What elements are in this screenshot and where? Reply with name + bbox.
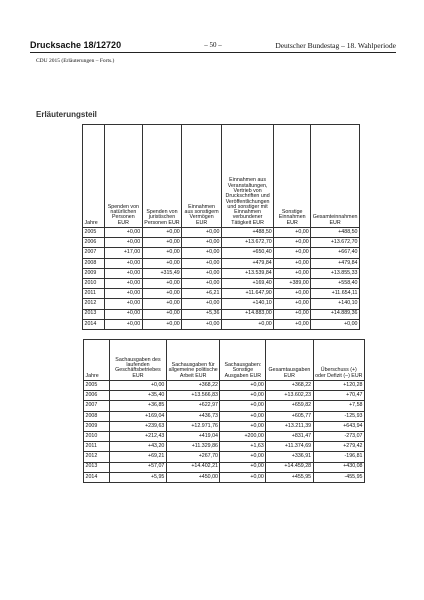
- amount-cell: +0,00: [311, 319, 360, 329]
- amount-cell: +267,70: [166, 452, 220, 462]
- expense-table: [83, 339, 365, 483]
- amount-cell: +488,50: [311, 228, 360, 238]
- year-cell: 2008: [83, 258, 105, 268]
- table-row: [83, 268, 360, 278]
- amount-cell: +0,00: [182, 299, 222, 309]
- amount-cell: +0,00: [182, 278, 222, 288]
- amount-cell: +0,00: [142, 258, 182, 268]
- amount-cell: +0,00: [105, 289, 143, 299]
- amount-cell: +43,20: [110, 442, 167, 452]
- amount-cell: +0,00: [105, 228, 143, 238]
- year-cell: 2012: [83, 299, 105, 309]
- year-cell: 2014: [83, 319, 105, 329]
- amount-cell: +0,00: [105, 268, 143, 278]
- amount-cell: +667,40: [311, 248, 360, 258]
- table-row: [84, 381, 365, 391]
- amount-cell: +0,00: [220, 452, 266, 462]
- amount-cell: +0,00: [274, 238, 311, 248]
- amount-cell: +70,47: [313, 391, 364, 401]
- table-row: [83, 289, 360, 299]
- amount-cell: +0,00: [221, 319, 273, 329]
- amount-cell: +140,10: [311, 299, 360, 309]
- amount-cell: +622,97: [166, 401, 220, 411]
- amount-cell: -125,93: [313, 411, 364, 421]
- table-row: [84, 411, 365, 421]
- amount-cell: +479,84: [221, 258, 273, 268]
- year-cell: 2010: [84, 431, 110, 441]
- table-row: [83, 278, 360, 288]
- amount-cell: +13.539,84: [221, 268, 273, 278]
- amount-cell: +0,00: [142, 228, 182, 238]
- amount-cell: +0,00: [220, 391, 266, 401]
- amount-cell: +0,00: [142, 289, 182, 299]
- amount-cell: +436,73: [166, 411, 220, 421]
- amount-cell: +0,00: [182, 228, 222, 238]
- column-header: Einnahmen aus sonstigem Vermögen EUR: [182, 125, 222, 228]
- amount-cell: +419,04: [166, 431, 220, 441]
- amount-cell: +0,00: [274, 258, 311, 268]
- year-cell: 2014: [84, 472, 110, 482]
- amount-cell: +140,10: [221, 299, 273, 309]
- amount-cell: +0,00: [220, 401, 266, 411]
- year-cell: 2012: [84, 452, 110, 462]
- page-header: [30, 40, 396, 53]
- table-row: [84, 401, 365, 411]
- amount-cell: +368,22: [166, 381, 220, 391]
- amount-cell: +0,00: [142, 309, 182, 319]
- year-cell: 2007: [83, 248, 105, 258]
- amount-cell: +11.647,90: [221, 289, 273, 299]
- table-row: [84, 391, 365, 401]
- amount-cell: +169,04: [110, 411, 167, 421]
- year-cell: 2009: [84, 421, 110, 431]
- year-cell: 2006: [83, 238, 105, 248]
- amount-cell: +0,00: [182, 268, 222, 278]
- year-cell: 2008: [84, 411, 110, 421]
- amount-cell: +14.883,00: [221, 309, 273, 319]
- amount-cell: +14.459,28: [266, 462, 313, 472]
- amount-cell: +1,63: [220, 442, 266, 452]
- amount-cell: +336,91: [266, 452, 313, 462]
- year-cell: 2011: [84, 442, 110, 452]
- amount-cell: +0,00: [220, 421, 266, 431]
- year-cell: 2007: [84, 401, 110, 411]
- amount-cell: +13.672,70: [311, 238, 360, 248]
- table-row: [83, 299, 360, 309]
- amount-cell: +315,49: [142, 268, 182, 278]
- amount-cell: +0,00: [182, 319, 222, 329]
- column-header: Jahre: [83, 125, 105, 228]
- table-row: [84, 462, 365, 472]
- amount-cell: +0,00: [105, 299, 143, 309]
- amount-cell: +5,36: [182, 309, 222, 319]
- amount-cell: +36,85: [110, 401, 167, 411]
- column-header: Sonstige Einnahmen EUR: [274, 125, 311, 228]
- amount-cell: +0,00: [142, 278, 182, 288]
- amount-cell: +11.329,86: [166, 442, 220, 452]
- amount-cell: +279,42: [313, 442, 364, 452]
- year-cell: 2005: [84, 381, 110, 391]
- amount-cell: +14.402,21: [166, 462, 220, 472]
- table-row: [84, 452, 365, 462]
- amount-cell: +558,40: [311, 278, 360, 288]
- amount-cell: +5,95: [110, 472, 167, 482]
- table-row: [83, 309, 360, 319]
- amount-cell: +7,58: [313, 401, 364, 411]
- amount-cell: +0,00: [142, 238, 182, 248]
- column-header: Gesamteinnahmen EUR: [311, 125, 360, 228]
- amount-cell: +643,94: [313, 421, 364, 431]
- year-cell: 2013: [84, 462, 110, 472]
- amount-cell: +0,00: [182, 248, 222, 258]
- amount-cell: +12.971,76: [166, 421, 220, 431]
- table-row: [84, 472, 365, 482]
- section-title: Erläuterungsteil: [36, 110, 97, 119]
- table-row: [84, 442, 365, 452]
- amount-cell: +35,40: [110, 391, 167, 401]
- table-row: [84, 431, 365, 441]
- document-number: Drucksache 18/12720: [30, 40, 122, 50]
- amount-cell: +0,00: [274, 309, 311, 319]
- amount-cell: +11.654,11: [311, 289, 360, 299]
- amount-cell: +200,00: [220, 431, 266, 441]
- year-cell: 2011: [83, 289, 105, 299]
- year-cell: 2005: [83, 228, 105, 238]
- amount-cell: +0,00: [110, 381, 167, 391]
- amount-cell: +430,08: [313, 462, 364, 472]
- amount-cell: +0,00: [220, 381, 266, 391]
- amount-cell: +17,00: [105, 248, 143, 258]
- amount-cell: +831,47: [266, 431, 313, 441]
- column-header: Spenden von juristischen Personen EUR: [142, 125, 182, 228]
- amount-cell: +0,00: [182, 238, 222, 248]
- amount-cell: +0,00: [274, 319, 311, 329]
- amount-cell: +0,00: [105, 258, 143, 268]
- amount-cell: +13.855,33: [311, 268, 360, 278]
- year-cell: 2006: [84, 391, 110, 401]
- amount-cell: +455,95: [266, 472, 313, 482]
- column-header: Gesamtausgaben EUR: [266, 340, 313, 381]
- amount-cell: +389,00: [274, 278, 311, 288]
- amount-cell: +0,00: [220, 411, 266, 421]
- amount-cell: +14.889,36: [311, 309, 360, 319]
- amount-cell: -273,07: [313, 431, 364, 441]
- amount-cell: +0,00: [142, 248, 182, 258]
- parliament-term: Deutscher Bundestag – 18. Wahlperiode: [275, 41, 396, 50]
- column-header: Jahre: [84, 340, 110, 381]
- amount-cell: +13.566,83: [166, 391, 220, 401]
- table-row: [83, 248, 360, 258]
- amount-cell: +0,00: [105, 309, 143, 319]
- amount-cell: +479,84: [311, 258, 360, 268]
- column-header: Einnahmen aus Veranstaltungen, Vertrieb von Druckschriften und Veröffentlichungen und sonstiger mit Einnahmen verbundener Tätigkeit EUR: [221, 125, 273, 228]
- column-header: Sachausgaben: Sonstige Ausgaben EUR: [220, 340, 266, 381]
- amount-cell: +212,43: [110, 431, 167, 441]
- amount-cell: -196,81: [313, 452, 364, 462]
- table-row: [83, 238, 360, 248]
- table-row: [83, 319, 360, 329]
- amount-cell: +0,00: [274, 248, 311, 258]
- year-cell: 2009: [83, 268, 105, 278]
- amount-cell: +120,28: [313, 381, 364, 391]
- amount-cell: +11.374,69: [266, 442, 313, 452]
- amount-cell: +0,00: [274, 289, 311, 299]
- amount-cell: +0,00: [105, 278, 143, 288]
- amount-cell: +0,00: [220, 472, 266, 482]
- amount-cell: +239,63: [110, 421, 167, 431]
- amount-cell: -455,95: [313, 472, 364, 482]
- amount-cell: +0,00: [142, 319, 182, 329]
- table-row: [84, 421, 365, 431]
- amount-cell: +57,07: [110, 462, 167, 472]
- amount-cell: +0,00: [274, 268, 311, 278]
- amount-cell: +169,40: [221, 278, 273, 288]
- amount-cell: +0,00: [220, 462, 266, 472]
- amount-cell: +69,21: [110, 452, 167, 462]
- amount-cell: +0,00: [105, 319, 143, 329]
- column-header: Sachausgaben für allgemeine politische Arbeit EUR: [166, 340, 220, 381]
- amount-cell: +659,82: [266, 401, 313, 411]
- amount-cell: +13.211,39: [266, 421, 313, 431]
- amount-cell: +450,00: [166, 472, 220, 482]
- column-header: Spenden von natürlichen Personen EUR: [105, 125, 143, 228]
- table-row: [83, 258, 360, 268]
- year-cell: 2013: [83, 309, 105, 319]
- amount-cell: +650,40: [221, 248, 273, 258]
- amount-cell: +488,50: [221, 228, 273, 238]
- page-number: – 50 –: [204, 41, 222, 49]
- income-table: [82, 124, 360, 330]
- amount-cell: +605,77: [266, 411, 313, 421]
- amount-cell: +0,00: [105, 238, 143, 248]
- amount-cell: +13.672,70: [221, 238, 273, 248]
- document-subtitle: CDU 2015 (Erläuterungen – Forts.): [36, 58, 115, 64]
- amount-cell: +368,22: [266, 381, 313, 391]
- table-row: [83, 228, 360, 238]
- year-cell: 2010: [83, 278, 105, 288]
- amount-cell: +0,00: [142, 299, 182, 309]
- amount-cell: +0,00: [182, 258, 222, 268]
- column-header: Überschuss (+) oder Defizit (–) EUR: [313, 340, 364, 381]
- column-header: Sachausgaben des laufenden Geschäftsbetriebes EUR: [110, 340, 167, 381]
- amount-cell: +0,00: [274, 299, 311, 309]
- amount-cell: +13.602,23: [266, 391, 313, 401]
- amount-cell: +6,21: [182, 289, 222, 299]
- amount-cell: +0,00: [274, 228, 311, 238]
